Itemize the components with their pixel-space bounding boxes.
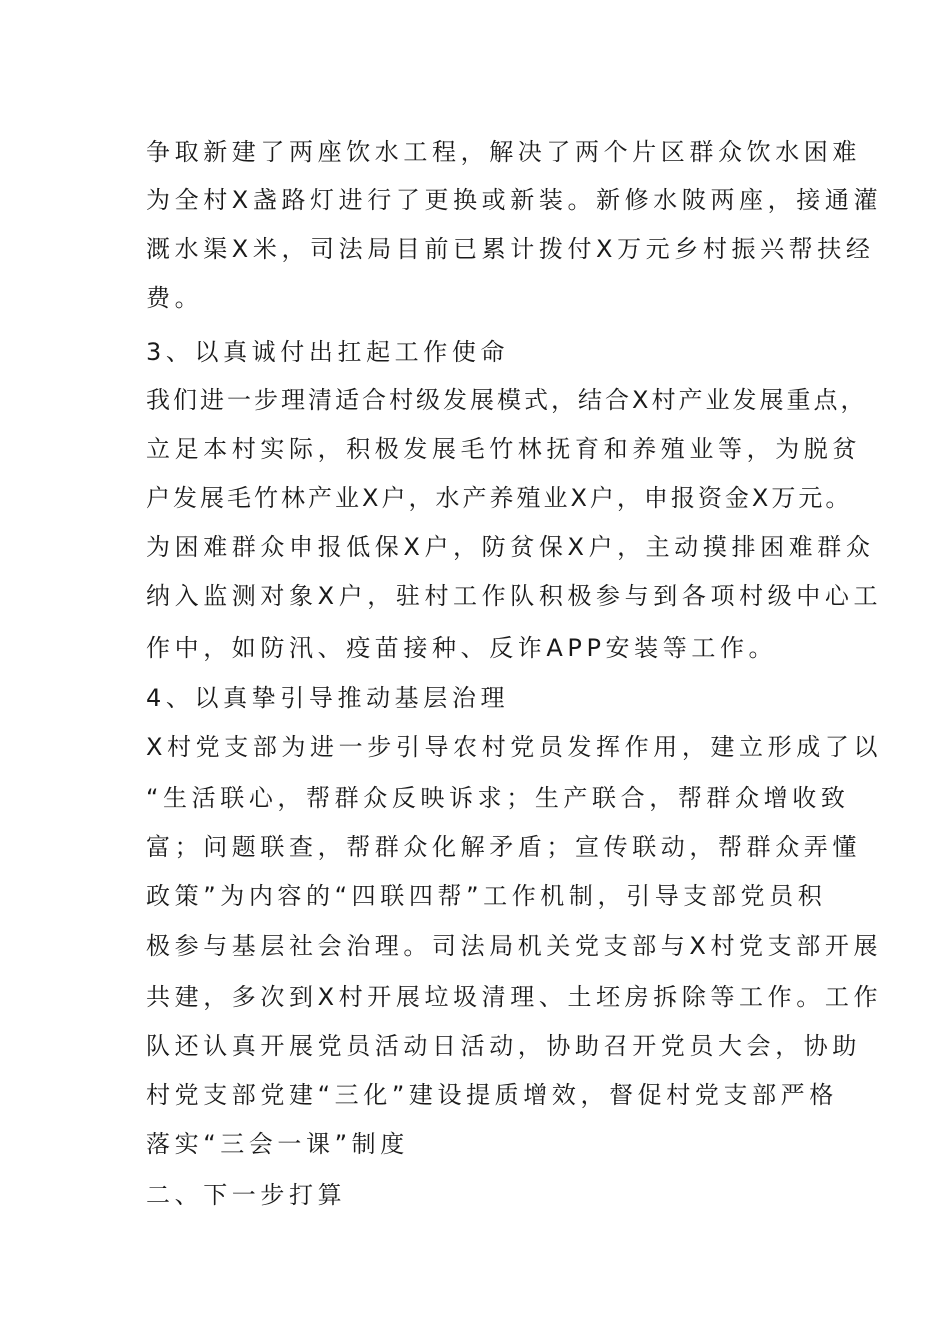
text-line: 政策”为内容的“四联四帮”工作机制，引导支部党员积: [146, 882, 827, 910]
text-line: 溉水渠X米，司法局目前已累计拨付X万元乡村振兴帮扶经: [146, 235, 875, 263]
text-line: 立足本村实际，积极发展毛竹林抚育和养殖业等，为脱贫: [146, 435, 861, 463]
text-line: 落实“三会一课”制度: [146, 1130, 409, 1158]
text-line: 村党支部党建“三化”建设提质增效，督促村党支部严格: [146, 1081, 838, 1109]
text-line: 富；问题联查，帮群众化解矛盾；宣传联动，帮群众弄懂: [146, 833, 861, 861]
text-line: 共建，多次到X村开展垃圾清理、土坯房拆除等工作。工作: [146, 983, 883, 1011]
text-line: 作中，如防汛、疫苗接种、反诈APP安装等工作。: [146, 634, 778, 662]
section-heading: 4、以真挚引导推动基层治理: [146, 684, 510, 712]
section-heading: 二、下一步打算: [146, 1181, 347, 1209]
text-line: 队还认真开展党员活动日活动，协助召开党员大会，协助: [146, 1032, 861, 1060]
text-line: X村党支部为进一步引导农村党员发挥作用，建立形成了以: [146, 733, 883, 761]
text-line: 纳入监测对象X户，驻村工作队积极参与到各项村级中心工: [146, 582, 883, 610]
text-line: 为全村X盏路灯进行了更换或新装。新修水陂两座，接通灌: [146, 186, 883, 214]
text-line: 争取新建了两座饮水工程，解决了两个片区群众饮水困难: [146, 138, 861, 166]
text-line: “生活联心，帮群众反映诉求；生产联合，帮群众增收致: [146, 784, 850, 812]
text-line: 极参与基层社会治理。司法局机关党支部与X村党支部开展: [146, 932, 883, 960]
section-heading: 3、以真诚付出扛起工作使命: [146, 338, 510, 366]
text-line: 费。: [146, 284, 204, 312]
text-line: 为困难群众申报低保X户，防贫保X户，主动摸排困难群众: [146, 533, 875, 561]
text-line: 户发展毛竹林产业X户，水产养殖业X户，申报资金X万元。: [146, 484, 853, 512]
text-line: 我们进一步理清适合村级发展模式，结合X村产业发展重点，: [146, 386, 868, 414]
